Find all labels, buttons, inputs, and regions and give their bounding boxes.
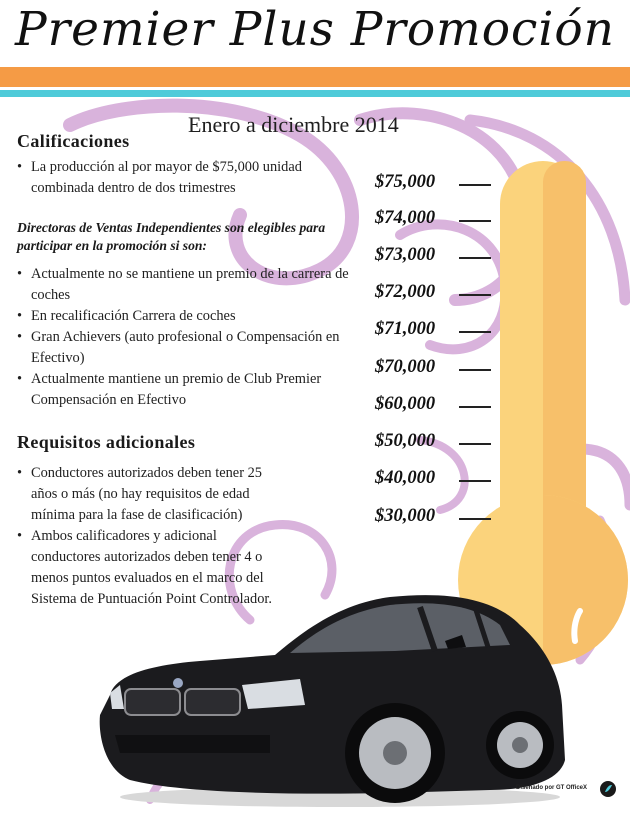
level-tick: [459, 369, 491, 371]
designer-credit: Diseñado por GT OfficeX: [516, 785, 588, 791]
qualification-item: • La producción al por mayor de $75,000 unidad combinada dentro de dos trimestres: [17, 157, 341, 199]
level-tick: [459, 294, 491, 296]
orange-band: [0, 67, 630, 87]
cyan-band: [0, 90, 630, 97]
level-label: $73,000: [375, 245, 436, 265]
eligibility-item: • En recalificación Carrera de coches: [17, 306, 362, 327]
eligibility-item: • Actualmente mantiene un premio de Club Premier Compensación en Efectivo: [17, 369, 356, 411]
level-label: $40,000: [375, 468, 436, 488]
requirement-item: • Ambos calificadores y adicional conductores autorizados deben tener 4 o menos puntos evaluados en el marco del Sistema de Puntuación Point Controlador.: [17, 526, 286, 610]
level-tick: [459, 443, 491, 445]
designer-logo-icon: [599, 780, 617, 798]
eligibility-intro: Directoras de Ventas Independientes son elegibles para participar en la promoción si son:: [17, 220, 326, 253]
level-label: $50,000: [375, 431, 436, 451]
level-label: $75,000: [375, 172, 436, 192]
additional-requirements-heading: Requisitos adicionales: [17, 432, 196, 452]
level-tick: [459, 480, 491, 482]
promotion-period: Enero a diciembre 2014: [188, 112, 399, 137]
level-label: $71,000: [375, 319, 436, 339]
level-tick: [459, 184, 491, 186]
level-tick: [459, 331, 491, 333]
level-tick: [459, 406, 491, 408]
eligibility-list: [17, 264, 362, 411]
car-image: [90, 585, 575, 810]
level-label: $72,000: [375, 282, 436, 302]
promotion-title: Premier Plus Promoción: [15, 2, 615, 57]
level-label: $30,000: [375, 506, 436, 526]
level-tick: [459, 220, 491, 222]
level-tick: [459, 518, 491, 520]
level-tick: [459, 257, 491, 259]
eligibility-item: • Gran Achievers (auto profesional o Compensación en Efectivo): [17, 327, 366, 369]
qualifications-heading: Calificaciones: [17, 131, 130, 151]
eligibility-item: • Actualmente no se mantiene un premio de la carrera de coches: [17, 264, 362, 306]
level-label: $60,000: [375, 394, 436, 414]
level-label: $70,000: [375, 357, 436, 377]
level-label: $74,000: [375, 208, 436, 228]
requirement-item: • Conductores autorizados deben tener 25 años o más (no hay requisitos de edad mínima para la fase de clasificación): [17, 463, 271, 526]
